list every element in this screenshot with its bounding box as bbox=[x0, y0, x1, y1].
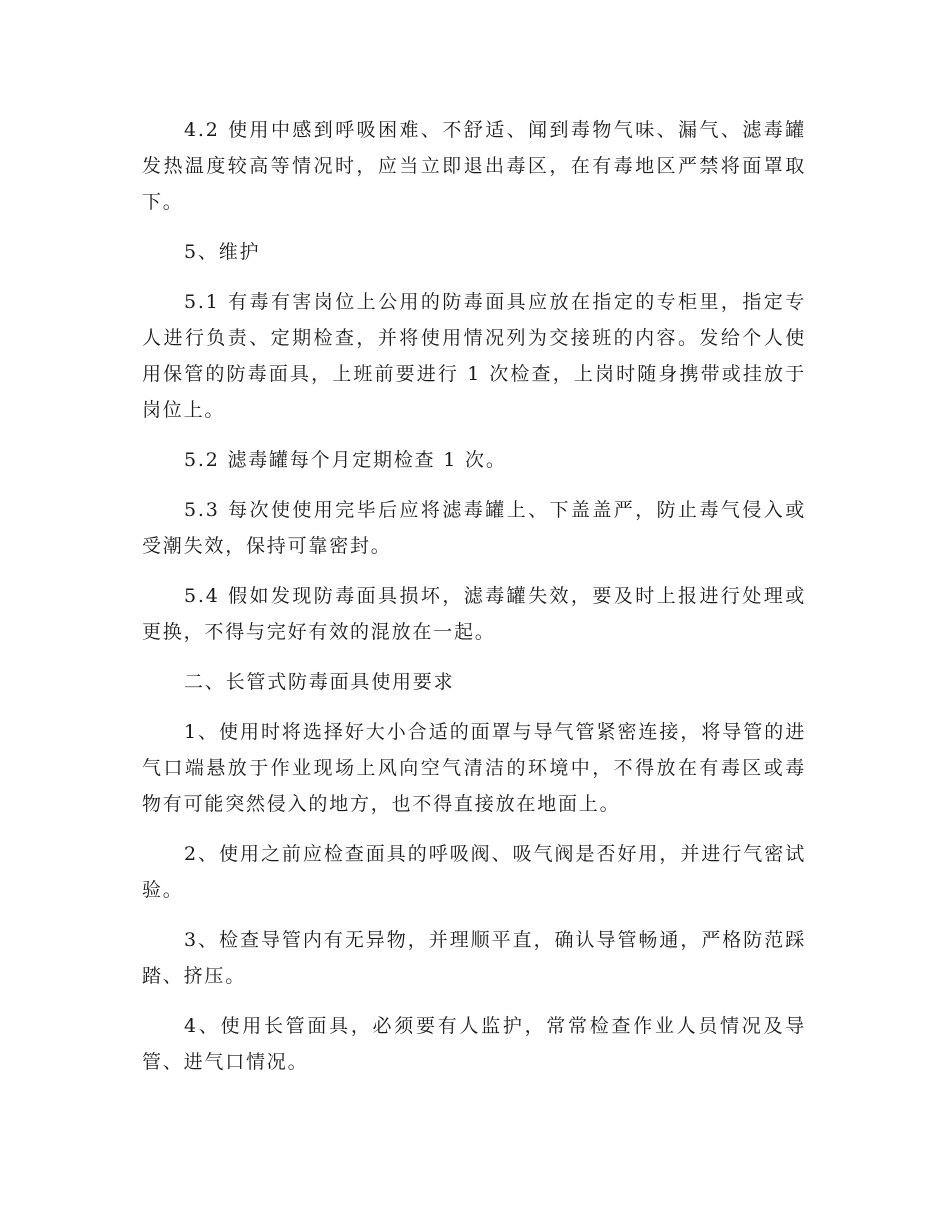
document-page bbox=[142, 112, 806, 1094]
paragraph-item-4: 4、使用长管面具，必须要有人监护，常常检查作业人员情况及导管、进气口情况。 bbox=[142, 1015, 806, 1073]
paragraph-item-3: 3、检查导管内有无异物，并理顺平直，确认导管畅通，严格防范踩踏、挤压。 bbox=[142, 929, 806, 987]
paragraph-5-4: 5.4 假如发现防毒面具损坏，滤毒罐失效，要及时上报进行处理或更换，不得与完好有效的混放在一起。 bbox=[142, 585, 806, 643]
paragraph-4-2: 4.2 使用中感到呼吸困难、不舒适、闻到毒物气味、漏气、滤毒罐发热温度较高等情况时，应当立即退出毒区，在有毒地区严禁将面罩取下。 bbox=[142, 119, 806, 213]
paragraph-5-1: 5.1 有毒有害岗位上公用的防毒面具应放在指定的专柜里，指定专人进行负责、定期检查，并将使用情况列为交接班的内容。发给个人使用保管的防毒面具，上班前要进行 1 次检查，上岗时随身携带或挂放于岗位上。 bbox=[142, 291, 806, 421]
paragraph-item-1: 1、使用时将选择好大小合适的面罩与导气管紧密连接，将导管的进气口端悬放于作业现场上风向空气清洁的环境中，不得放在有毒区或毒物有可能突然侵入的地方，也不得直接放在地面上。 bbox=[142, 721, 806, 815]
section-heading-long-tube-mask: 二、长管式防毒面具使用要求 bbox=[184, 671, 455, 693]
section-heading-maintenance: 5、维护 bbox=[184, 241, 261, 263]
paragraph-5-2: 5.2 滤毒罐每个月定期检查 1 次。 bbox=[184, 449, 507, 471]
paragraph-item-2: 2、使用之前应检查面具的呼吸阀、吸气阀是否好用，并进行气密试验。 bbox=[142, 843, 806, 901]
paragraph-5-3: 5.3 每次使使用完毕后应将滤毒罐上、下盖盖严，防止毒气侵入或受潮失效，保持可靠密封。 bbox=[142, 499, 806, 557]
